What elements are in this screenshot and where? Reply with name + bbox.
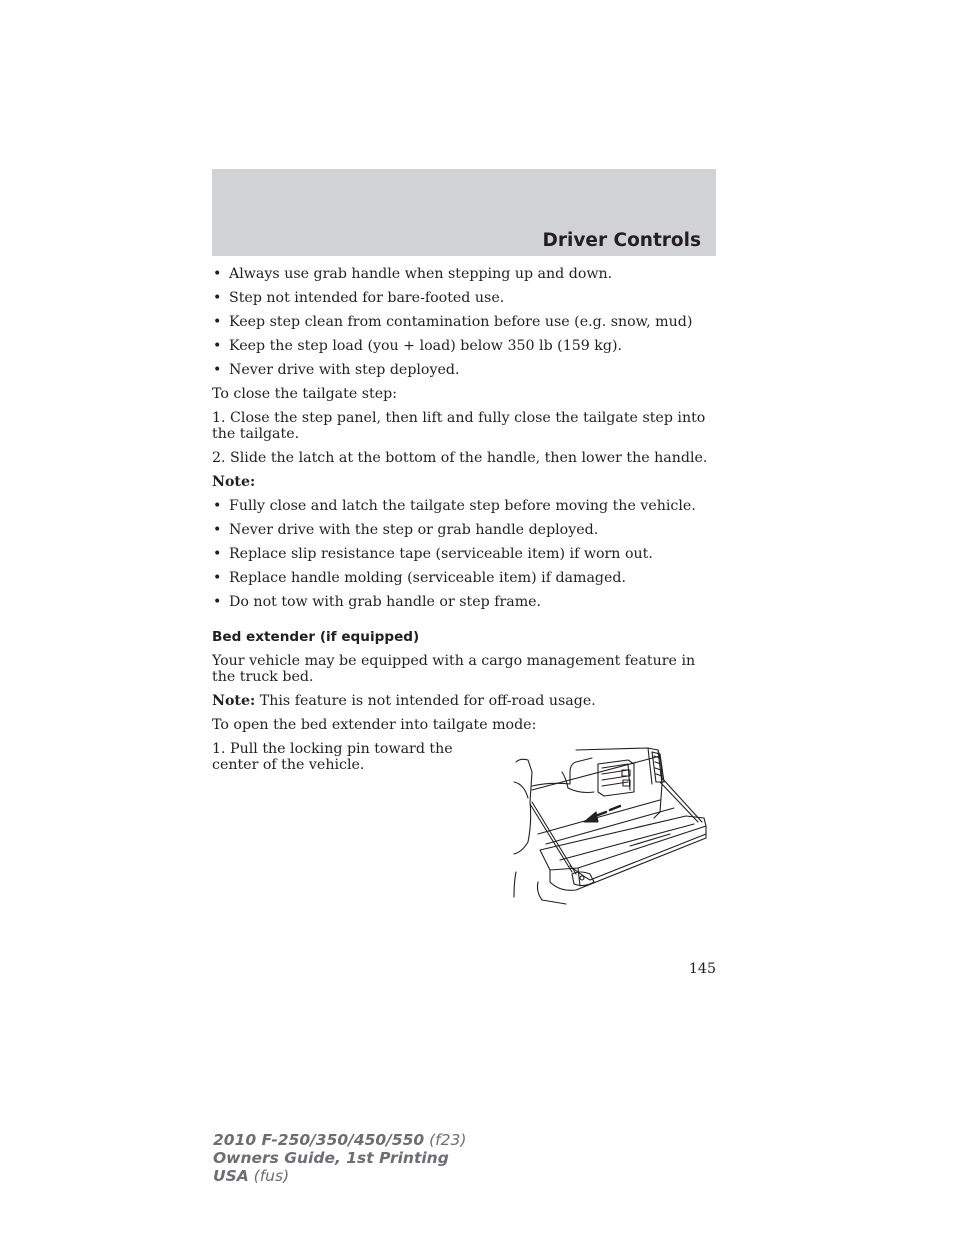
close-step-2: 2. Slide the latch at the bottom of the handle, then lower the handle. bbox=[212, 450, 708, 466]
note-bullet-item: • Fully close and latch the tailgate step before moving the vehicle. bbox=[213, 498, 696, 514]
close-step-1: 1. Close the step panel, then lift and fully close the tailgate step into the tailgate. bbox=[212, 410, 706, 442]
page-content bbox=[212, 266, 716, 781]
footer-line-1: 2010 F-250/350/450/550 (f23) bbox=[213, 1131, 467, 1149]
bed-extender-note: Note: This feature is not intended for off-road usage. bbox=[212, 693, 596, 709]
note-bullet-item: • Do not tow with grab handle or step frame. bbox=[213, 594, 542, 610]
bed-extender-illustration bbox=[510, 742, 710, 908]
section-header-band bbox=[212, 169, 716, 256]
note-bullet-item: • Replace handle molding (serviceable item) if damaged. bbox=[213, 570, 626, 586]
note-label: Note: bbox=[212, 474, 256, 490]
close-intro: To close the tailgate step: bbox=[212, 386, 397, 402]
bullet-item: • Never drive with step deployed. bbox=[213, 362, 460, 378]
bullet-item: • Keep step clean from contamination before use (e.g. snow, mud) bbox=[213, 314, 693, 330]
bed-extender-heading: Bed extender (if equipped) bbox=[212, 629, 420, 645]
note-bullet-item: • Replace slip resistance tape (serviceable item) if worn out. bbox=[213, 546, 653, 562]
bullet-item: • Step not intended for bare-footed use. bbox=[213, 290, 505, 306]
footer-line-3: USA (fus) bbox=[213, 1167, 290, 1185]
page-number: 145 bbox=[688, 961, 716, 977]
bed-extender-intro: Your vehicle may be equipped with a cargo management feature in the truck bed. bbox=[212, 653, 696, 685]
document-footer bbox=[213, 1131, 466, 1185]
open-intro: To open the bed extender into tailgate mode: bbox=[212, 717, 537, 733]
open-step-1: 1. Pull the locking pin toward the center of the vehicle. bbox=[212, 741, 453, 773]
footer-line-2: Owners Guide, 1st Printing bbox=[213, 1149, 449, 1167]
section-title: Driver Controls bbox=[542, 230, 701, 251]
bullet-item: • Keep the step load (you + load) below 350 lb (159 kg). bbox=[213, 338, 623, 354]
bullet-item: • Always use grab handle when stepping up and down. bbox=[213, 266, 613, 282]
note-bullet-item: • Never drive with the step or grab handle deployed. bbox=[213, 522, 599, 538]
